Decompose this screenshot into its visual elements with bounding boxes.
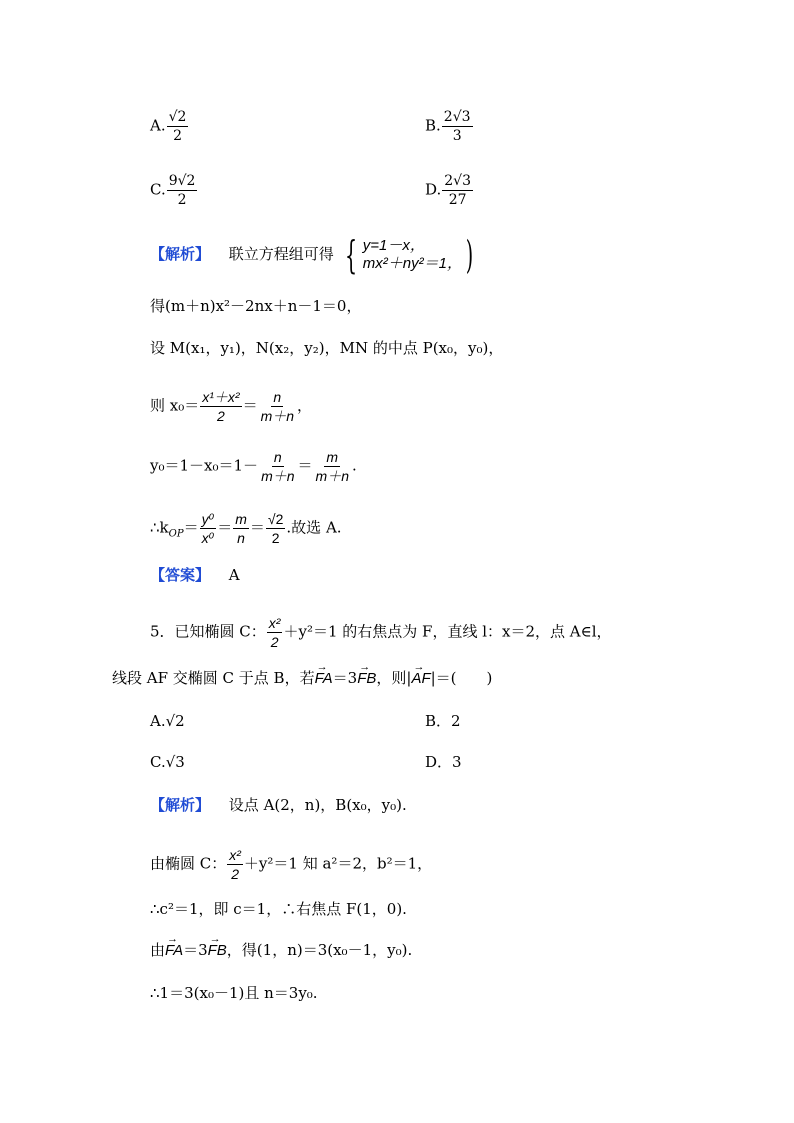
q5s-equals: ＝3 <box>183 941 208 959</box>
analysis-tag: 【解析】 <box>150 245 211 263</box>
solution-q5-line4 <box>150 940 412 961</box>
fraction-denominator: 2 <box>217 408 225 424</box>
option-a-fraction <box>167 108 189 145</box>
q5-option-b: B．2 <box>425 712 461 730</box>
left-brace: { <box>344 233 357 277</box>
option-d-numerator: 2√3 <box>444 173 472 189</box>
line5-fraction1 <box>259 448 296 485</box>
solution-q4-line3: 设 M(x₁，y₁)，N(x₂，y₂)，MN 的中点 P(x₀，y₀)， <box>150 339 504 357</box>
solution-q4-line5 <box>150 448 357 485</box>
q5s-line4-prefix: 由 <box>150 941 166 959</box>
line6-fraction3 <box>266 510 285 547</box>
line6-end: .故选 A. <box>286 518 342 537</box>
solution-q4-intro: 联立方程组可得 <box>228 245 334 263</box>
line4-end: ， <box>297 396 313 415</box>
line4-fraction2 <box>259 388 296 425</box>
option-c-numerator: 9√2 <box>168 173 196 189</box>
line5-end: . <box>351 456 357 475</box>
question5-line2 <box>112 668 492 689</box>
fraction-numerator: n <box>273 449 282 465</box>
option-c-fraction <box>167 172 198 209</box>
fraction-denominator: m＋n <box>260 408 295 424</box>
q5-line1-prefix: 5．已知椭圆 C： <box>150 622 266 641</box>
option-c-label: C. <box>150 180 166 199</box>
fraction-numerator: √2 <box>267 511 284 527</box>
solution-q4-line1 <box>150 233 477 277</box>
fraction-numerator: n <box>273 389 282 405</box>
option-a-label: A. <box>150 116 166 135</box>
option-b <box>425 108 474 145</box>
q5s-line2-post: ＋y²＝1 知 a²＝2，b²＝1， <box>243 854 433 873</box>
q5-option-d: D．3 <box>425 753 462 771</box>
option-b-numerator: 2√3 <box>443 109 471 125</box>
solution-q4-line4: 则 x₀＝ $\frac{\text{x¹＋x²}}{2}$ ＝ $\frac{n}{m+n}$ ， <box>150 389 313 424</box>
solution-q5-line1 <box>150 795 407 815</box>
q5-line2-prefix: 线段 AF 交椭圆 C 于点 B，若 <box>112 669 315 687</box>
equation-system <box>339 233 477 277</box>
fraction-denominator: 2 <box>270 634 279 650</box>
solution-q5-text1: 设点 A(2，n)，B(x₀，y₀). <box>228 796 407 814</box>
fraction-numerator: y⁰ <box>201 511 215 527</box>
q5-line2-end: |＝( ) <box>430 669 493 687</box>
system-eq1: y=1－x， <box>362 237 425 254</box>
q5s-line4-post: ，得(1，n)＝3(x₀－1，y₀). <box>226 941 413 959</box>
solution-q4-line2: 得(m＋n)x²－2nx＋n－1＝0， <box>150 297 362 315</box>
option-a-numerator: √2 <box>168 109 187 125</box>
system-eq2: mx²＋ny²＝1， <box>362 255 462 272</box>
q5-line2-mid: ，则| <box>376 669 412 687</box>
line5-fraction2 <box>314 448 351 485</box>
vector-fa: → FA <box>315 669 333 689</box>
line5-prefix: y₀＝1－x₀＝1－ <box>150 456 259 475</box>
fraction-denominator: 2 <box>271 530 280 546</box>
option-d-label: D. <box>425 180 442 199</box>
question5-line1 <box>150 614 612 651</box>
answer-tag: 【答案】 <box>150 566 211 584</box>
option-c <box>150 172 198 209</box>
q5-line1-post: ＋y²＝1 的右焦点为 F，直线 l：x＝2，点 A∈l， <box>283 622 612 641</box>
vector-fa-2: → FA <box>165 941 183 961</box>
q5-equals: ＝3 <box>332 669 358 687</box>
answer-q4 <box>150 565 240 585</box>
line6-fraction1 <box>200 510 217 547</box>
line4-prefix: 则 x₀＝ <box>150 396 200 415</box>
option-d-fraction <box>442 172 473 209</box>
option-d <box>425 172 474 209</box>
fraction-numerator: m <box>235 511 247 527</box>
fraction-denominator: 2 <box>231 866 239 882</box>
vector-fb: → FB <box>357 669 376 689</box>
fraction-numerator: x² <box>229 847 241 863</box>
q5-option-a: A.√2 <box>150 712 185 730</box>
line5-equals: ＝ <box>297 456 313 475</box>
right-paren: ) <box>465 233 474 277</box>
option-b-label: B. <box>425 116 441 135</box>
option-a <box>150 108 189 145</box>
fraction-denominator: n <box>237 530 245 546</box>
q5s-ellipse-fraction <box>227 846 243 883</box>
slope-subscript: OP <box>168 528 184 540</box>
option-a-denominator: 2 <box>173 128 182 144</box>
fraction-numerator: x¹＋x² <box>202 389 240 405</box>
option-c-denominator: 2 <box>177 192 187 208</box>
q5s-line2-prefix: 由椭圆 C： <box>150 854 227 873</box>
fraction-denominator: m＋n <box>261 468 295 484</box>
solution-q5-line2 <box>150 846 432 883</box>
vector-af: → AF <box>411 669 430 689</box>
solution-q5-line5: ∴1＝3(x₀－1)且 n＝3y₀. <box>150 984 318 1002</box>
solution-q5-line3: ∴c²＝1，即 c＝1，∴右焦点 F(1，0). <box>150 900 407 918</box>
q5-option-c: C.√3 <box>150 753 185 771</box>
fraction-denominator: x⁰ <box>201 530 215 546</box>
option-b-denominator: 3 <box>452 128 462 144</box>
line4-fraction1 <box>200 388 241 425</box>
fraction-numerator: m <box>326 449 339 465</box>
line6-fraction2 <box>233 510 249 547</box>
fraction-numerator: x² <box>268 615 281 631</box>
option-b-fraction <box>442 108 473 145</box>
vector-fb-2: → FB <box>208 941 227 961</box>
fraction-denominator: m＋n <box>315 468 349 484</box>
analysis-tag-q5: 【解析】 <box>150 796 211 814</box>
solution-q4-line6: $\therefore k_{OP}=$ $\frac{\text{y⁰}}{\text{x⁰}}$ ＝ $\frac{m}{n}$ ＝ $\frac{√2}{2}$ .故选 A. <box>150 511 342 546</box>
option-d-denominator: 27 <box>448 192 467 208</box>
answer-value: A <box>228 566 240 584</box>
line6-prefix: ∴k <box>150 518 169 537</box>
q5-ellipse-fraction <box>267 614 283 651</box>
